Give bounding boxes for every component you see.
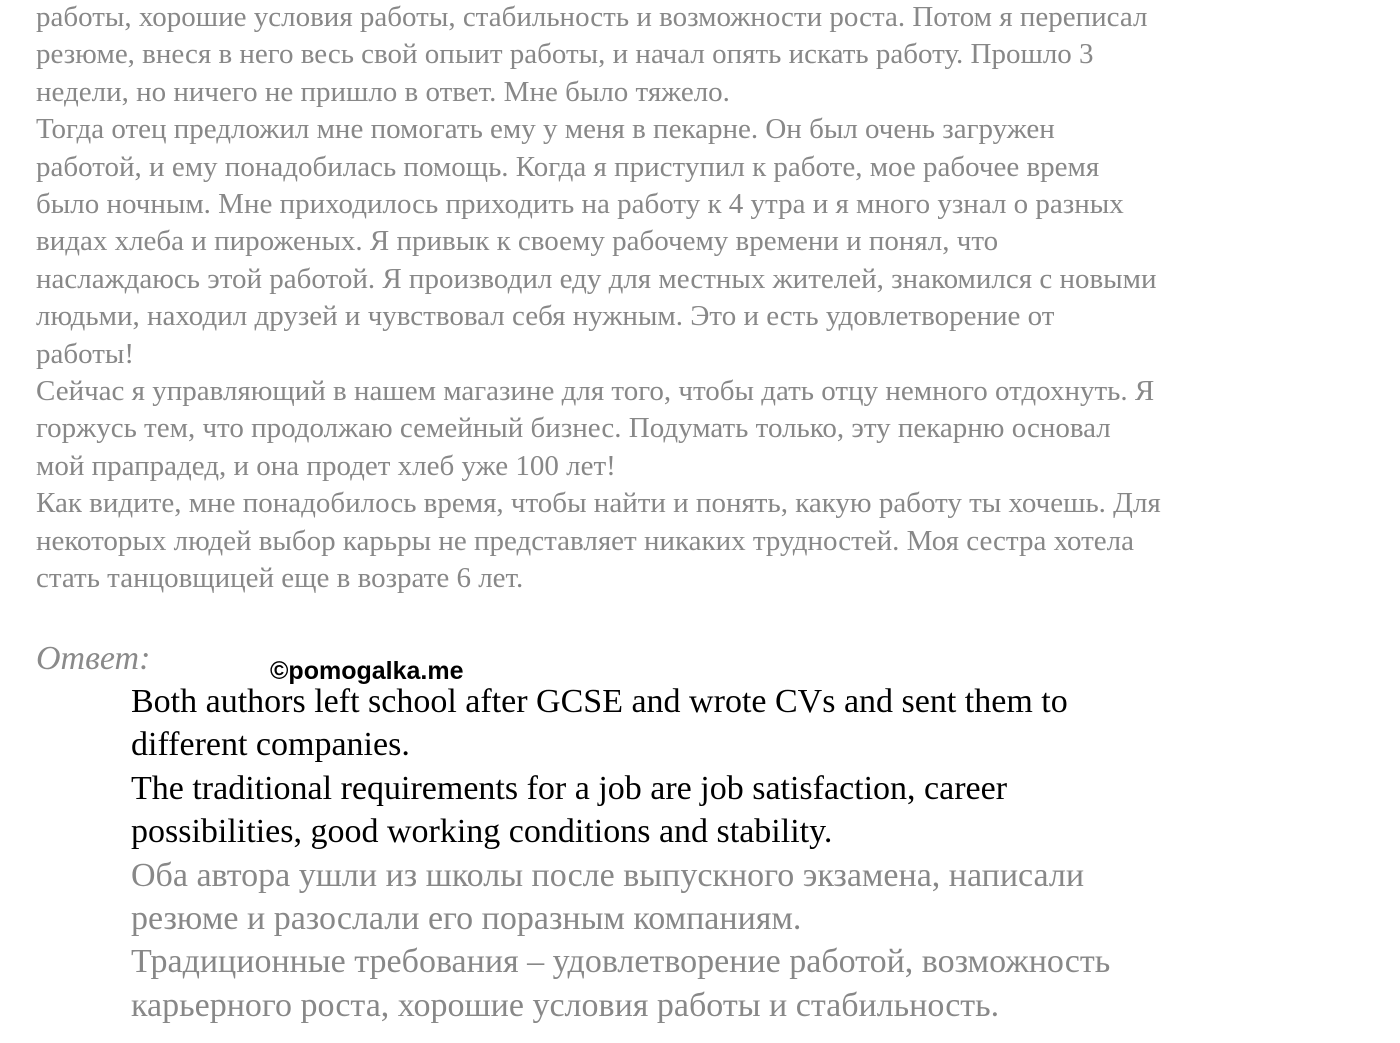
passage-line: мой прапрадед, и она продет хлеб уже 100 лет!: [36, 449, 616, 482]
passage-line: Тогда отец предложил мне помогать ему у меня в пекарне. Он был очень загружен: [36, 113, 1055, 146]
answer-russian-line: Оба автора ушли из школы после выпускного экзамена, написали: [131, 856, 1085, 894]
answer-english-line: different companies.: [131, 726, 410, 764]
passage-line: Сейчас я управляющий в нашем магазине для того, чтобы дать отцу немного отдохнуть. Я: [36, 375, 1155, 408]
passage-line: Как видите, мне понадобилось время, чтобы найти и понять, какую работу ты хочешь. Для: [36, 487, 1161, 520]
answer-english-line: Both authors left school after GCSE and wrote CVs and sent them to: [131, 683, 1068, 720]
passage-line: стать танцовщицей еще в возрате 6 лет.: [36, 562, 524, 595]
answer-english-line: The traditional requirements for a job are job satisfaction, career: [131, 769, 1008, 807]
answer-russian-line: карьерного роста, хорошие условия работы и стабильность.: [131, 986, 1000, 1024]
passage-line: недели, но ничего не пришло в ответ. Мне было тяжело.: [36, 75, 730, 108]
answer-block: [131, 680, 1371, 1027]
passage-line: работы!: [36, 337, 135, 370]
passage-line: было ночным. Мне приходилось приходить на работу к 4 утра и я много узнал о разных: [36, 188, 1124, 221]
answer-russian-line: Традиционные требования – удовлетворение работой, возможность: [131, 943, 1111, 981]
answer-english-line: possibilities, good working conditions and stability.: [131, 813, 833, 851]
answer-russian-line: резюме и разослали его поразным компаниям.: [131, 900, 802, 938]
watermark: ©pomogalka.me: [270, 657, 464, 685]
passage-line: резюме, внеся в него весь свой опыит работы, и начал опять искать работу. Прошло 3: [36, 38, 1094, 71]
passage-line: горжусь тем, что продолжаю семейный бизнес. Подумать только, эту пекарню основал: [36, 412, 1111, 445]
passage-line: людьми, находил друзей и чувствовал себя нужным. Это и есть удовлетворение от: [36, 300, 1055, 333]
passage-line: некоторых людей выбор карьры не представляет никаких трудностей. Моя сестра хотела: [36, 524, 1134, 557]
russian-passage: [36, 0, 1376, 598]
passage-line: наслаждаюсь этой работой. Я производил еду для местных жителей, знакомился с новыми: [36, 262, 1157, 295]
answer-label: Ответ:: [36, 640, 151, 677]
passage-line: работой, и ему понадобилась помощь. Когда я приступил к работе, мое рабочее время: [36, 150, 1100, 183]
passage-line: работы, хорошие условия работы, стабильность и возможности роста. Потом я переписал: [36, 1, 1148, 33]
passage-line: видах хлеба и пироженых. Я привык к своему рабочему времени и понял, что: [36, 225, 999, 258]
